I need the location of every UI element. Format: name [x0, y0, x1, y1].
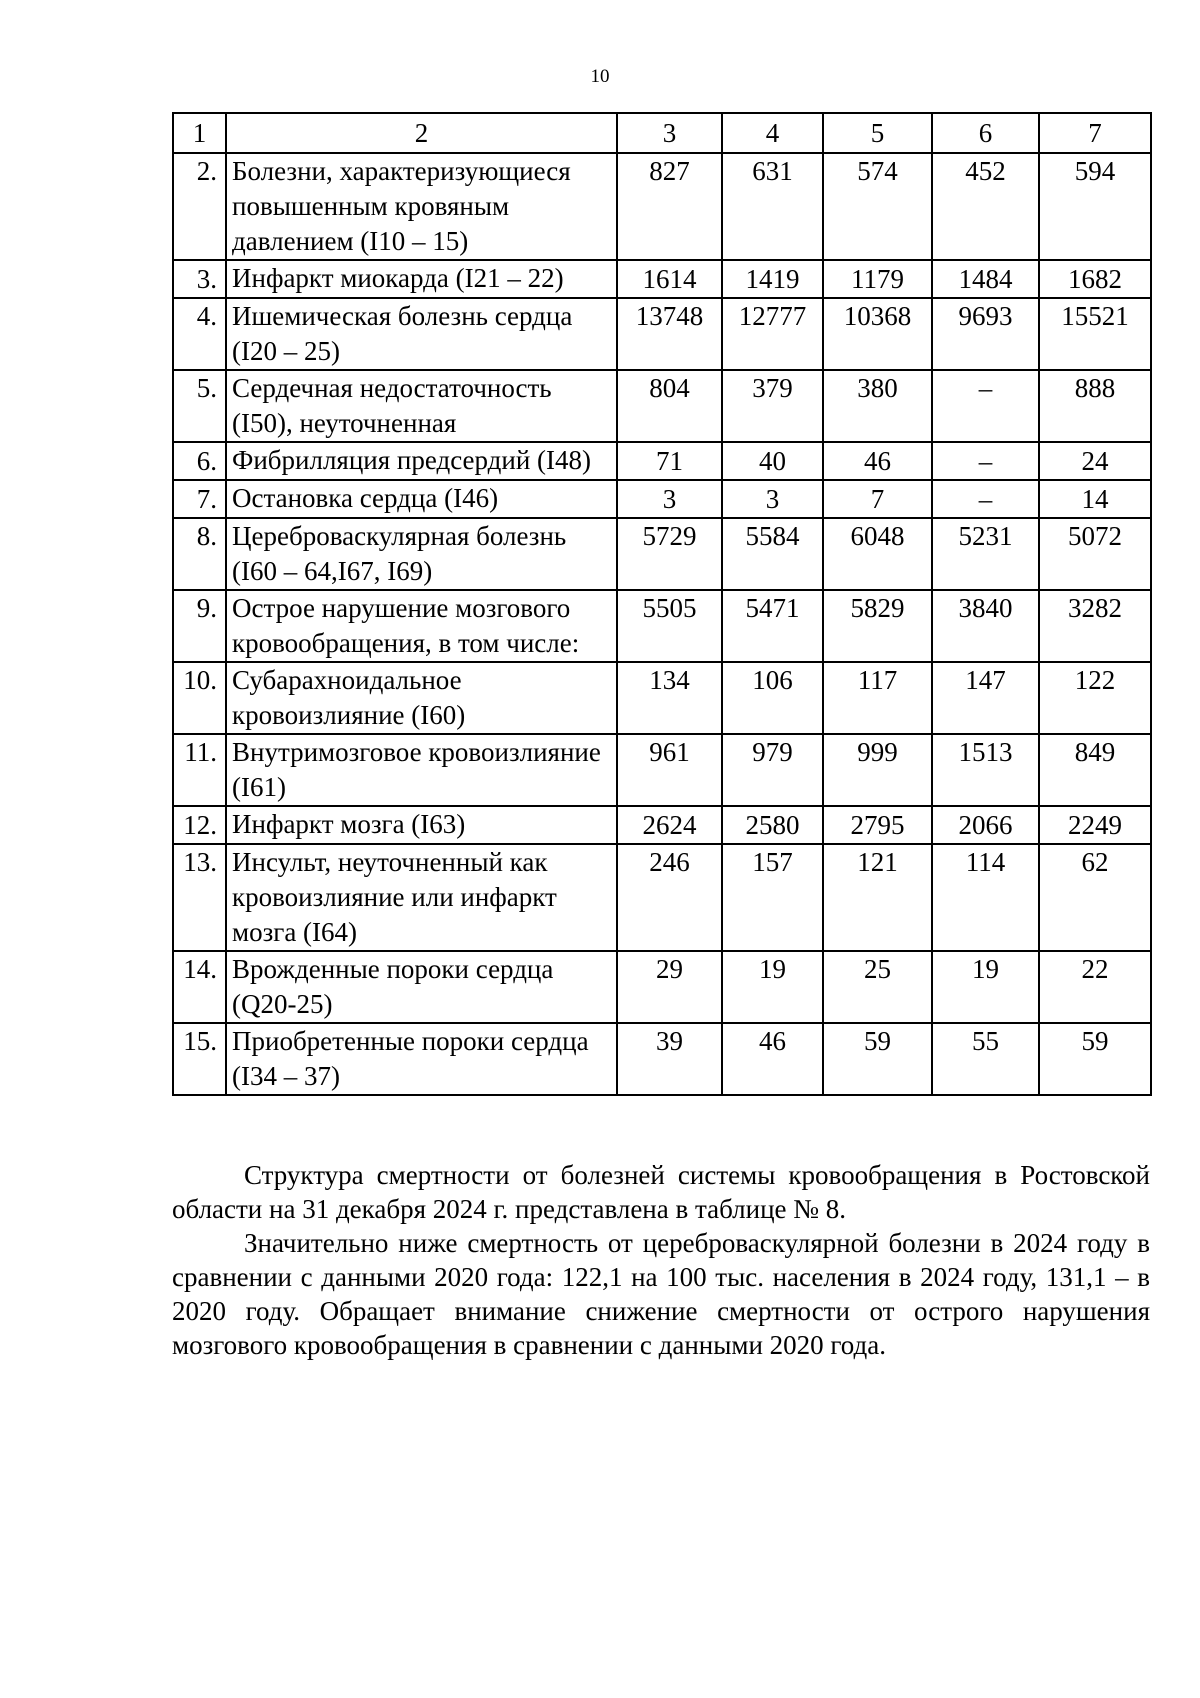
- value-cell: 122: [1039, 662, 1151, 734]
- row-name-cell: Ишемическая болезнь сердца (I20 – 25): [226, 298, 617, 370]
- value-cell: 1513: [932, 734, 1039, 806]
- table-row: [173, 480, 1151, 518]
- value-cell: 804: [617, 370, 722, 442]
- value-cell: 59: [1039, 1023, 1151, 1095]
- row-name-cell: Болезни, характеризующиеся повышенным кровяным давлением (I10 – 15): [226, 153, 617, 260]
- table-header-cell: 2: [226, 113, 617, 153]
- value-cell: 12777: [722, 298, 823, 370]
- value-cell: 380: [823, 370, 932, 442]
- row-number-cell: 3.: [173, 260, 226, 298]
- value-cell: 55: [932, 1023, 1039, 1095]
- paragraph: Структура смертности от болезней системы кровообращения в Ростовской области на 31 декабря 2024 г. представлена в таблице № 8.: [172, 1160, 1150, 1224]
- table-header-cell: 7: [1039, 113, 1151, 153]
- row-name-cell: Приобретенные пороки сердца (I34 – 37): [226, 1023, 617, 1095]
- value-cell: 3: [617, 480, 722, 518]
- value-cell: 999: [823, 734, 932, 806]
- value-cell: 147: [932, 662, 1039, 734]
- value-cell: 7: [823, 480, 932, 518]
- value-cell: 246: [617, 844, 722, 951]
- value-cell: 3: [722, 480, 823, 518]
- table-row: [173, 153, 1151, 260]
- table-header-cell: 1: [173, 113, 226, 153]
- row-number-cell: 9.: [173, 590, 226, 662]
- value-cell: 106: [722, 662, 823, 734]
- value-cell: 121: [823, 844, 932, 951]
- row-number-cell: 2.: [173, 153, 226, 260]
- row-name-cell: Инсульт, неуточненный как кровоизлияние или инфаркт мозга (I64): [226, 844, 617, 951]
- value-cell: 979: [722, 734, 823, 806]
- value-cell: 29: [617, 951, 722, 1023]
- table-row: [173, 951, 1151, 1023]
- value-cell: 1419: [722, 260, 823, 298]
- value-cell: 2795: [823, 806, 932, 844]
- row-name-cell: Фибрилляция предсердий (I48): [226, 442, 617, 480]
- row-name-cell: Инфаркт мозга (I63): [226, 806, 617, 844]
- value-cell: 2624: [617, 806, 722, 844]
- row-number-cell: 8.: [173, 518, 226, 590]
- row-name-cell: Острое нарушение мозгового кровообращения, в том числе:: [226, 590, 617, 662]
- body-text: [172, 1158, 1150, 1362]
- row-name-cell: Врожденные пороки сердца (Q20-25): [226, 951, 617, 1023]
- value-cell: 24: [1039, 442, 1151, 480]
- row-number-cell: 13.: [173, 844, 226, 951]
- row-name-cell: Остановка сердца (I46): [226, 480, 617, 518]
- value-cell: 961: [617, 734, 722, 806]
- value-cell: 62: [1039, 844, 1151, 951]
- value-cell: 134: [617, 662, 722, 734]
- table-row: [173, 844, 1151, 951]
- value-cell: 5072: [1039, 518, 1151, 590]
- row-name-cell: Инфаркт миокарда (I21 – 22): [226, 260, 617, 298]
- table-row: [173, 370, 1151, 442]
- value-cell: –: [932, 442, 1039, 480]
- value-cell: 631: [722, 153, 823, 260]
- table-row: [173, 590, 1151, 662]
- value-cell: 888: [1039, 370, 1151, 442]
- table-header-cell: 3: [617, 113, 722, 153]
- value-cell: 19: [722, 951, 823, 1023]
- value-cell: 5584: [722, 518, 823, 590]
- value-cell: 9693: [932, 298, 1039, 370]
- value-cell: 5505: [617, 590, 722, 662]
- value-cell: 71: [617, 442, 722, 480]
- row-number-cell: 5.: [173, 370, 226, 442]
- value-cell: 1682: [1039, 260, 1151, 298]
- page-number: 10: [590, 66, 610, 87]
- value-cell: –: [932, 370, 1039, 442]
- value-cell: 379: [722, 370, 823, 442]
- table-row: [173, 518, 1151, 590]
- row-number-cell: 4.: [173, 298, 226, 370]
- row-number-cell: 10.: [173, 662, 226, 734]
- value-cell: 10368: [823, 298, 932, 370]
- value-cell: 1179: [823, 260, 932, 298]
- value-cell: 5471: [722, 590, 823, 662]
- value-cell: 5231: [932, 518, 1039, 590]
- value-cell: 594: [1039, 153, 1151, 260]
- table-header-row: [173, 113, 1151, 153]
- row-number-cell: 15.: [173, 1023, 226, 1095]
- value-cell: 2580: [722, 806, 823, 844]
- table-row: [173, 298, 1151, 370]
- table-row: [173, 662, 1151, 734]
- value-cell: 46: [823, 442, 932, 480]
- table-row: [173, 734, 1151, 806]
- value-cell: 40: [722, 442, 823, 480]
- value-cell: 114: [932, 844, 1039, 951]
- value-cell: 25: [823, 951, 932, 1023]
- value-cell: 59: [823, 1023, 932, 1095]
- value-cell: 452: [932, 153, 1039, 260]
- value-cell: –: [932, 480, 1039, 518]
- table-row: [173, 442, 1151, 480]
- mortality-table: [172, 112, 1152, 1096]
- table-row: [173, 1023, 1151, 1095]
- value-cell: 13748: [617, 298, 722, 370]
- value-cell: 5729: [617, 518, 722, 590]
- value-cell: 574: [823, 153, 932, 260]
- value-cell: 1614: [617, 260, 722, 298]
- row-name-cell: Цереброваскулярная болезнь (I60 – 64,I67, I69): [226, 518, 617, 590]
- value-cell: 827: [617, 153, 722, 260]
- value-cell: 39: [617, 1023, 722, 1095]
- value-cell: 117: [823, 662, 932, 734]
- table-header-cell: 5: [823, 113, 932, 153]
- row-number-cell: 14.: [173, 951, 226, 1023]
- row-name-cell: Сердечная недостаточность (I50), неуточненная: [226, 370, 617, 442]
- value-cell: 3282: [1039, 590, 1151, 662]
- row-number-cell: 7.: [173, 480, 226, 518]
- row-number-cell: 11.: [173, 734, 226, 806]
- row-number-cell: 6.: [173, 442, 226, 480]
- value-cell: 5829: [823, 590, 932, 662]
- value-cell: 6048: [823, 518, 932, 590]
- row-number-cell: 12.: [173, 806, 226, 844]
- value-cell: 2249: [1039, 806, 1151, 844]
- table-row: [173, 260, 1151, 298]
- value-cell: 14: [1039, 480, 1151, 518]
- value-cell: 22: [1039, 951, 1151, 1023]
- value-cell: 157: [722, 844, 823, 951]
- value-cell: 3840: [932, 590, 1039, 662]
- value-cell: 849: [1039, 734, 1151, 806]
- value-cell: 1484: [932, 260, 1039, 298]
- value-cell: 2066: [932, 806, 1039, 844]
- table-header-cell: 6: [932, 113, 1039, 153]
- value-cell: 15521: [1039, 298, 1151, 370]
- paragraph: Значительно ниже смертность от цереброваскулярной болезни в 2024 году в сравнении с данными 2020 года: 122,1 на 100 тыс. населения в 2024 году, 131,1 – в 2020 году. Обращает внимание снижение смертности от острого нарушения мозгового кровообращения в сравнении с данными 2020 года.: [172, 1228, 1150, 1360]
- value-cell: 19: [932, 951, 1039, 1023]
- value-cell: 46: [722, 1023, 823, 1095]
- table-row: [173, 806, 1151, 844]
- row-name-cell: Внутримозговое кровоизлияние (I61): [226, 734, 617, 806]
- row-name-cell: Субарахноидальное кровоизлияние (I60): [226, 662, 617, 734]
- table-header-cell: 4: [722, 113, 823, 153]
